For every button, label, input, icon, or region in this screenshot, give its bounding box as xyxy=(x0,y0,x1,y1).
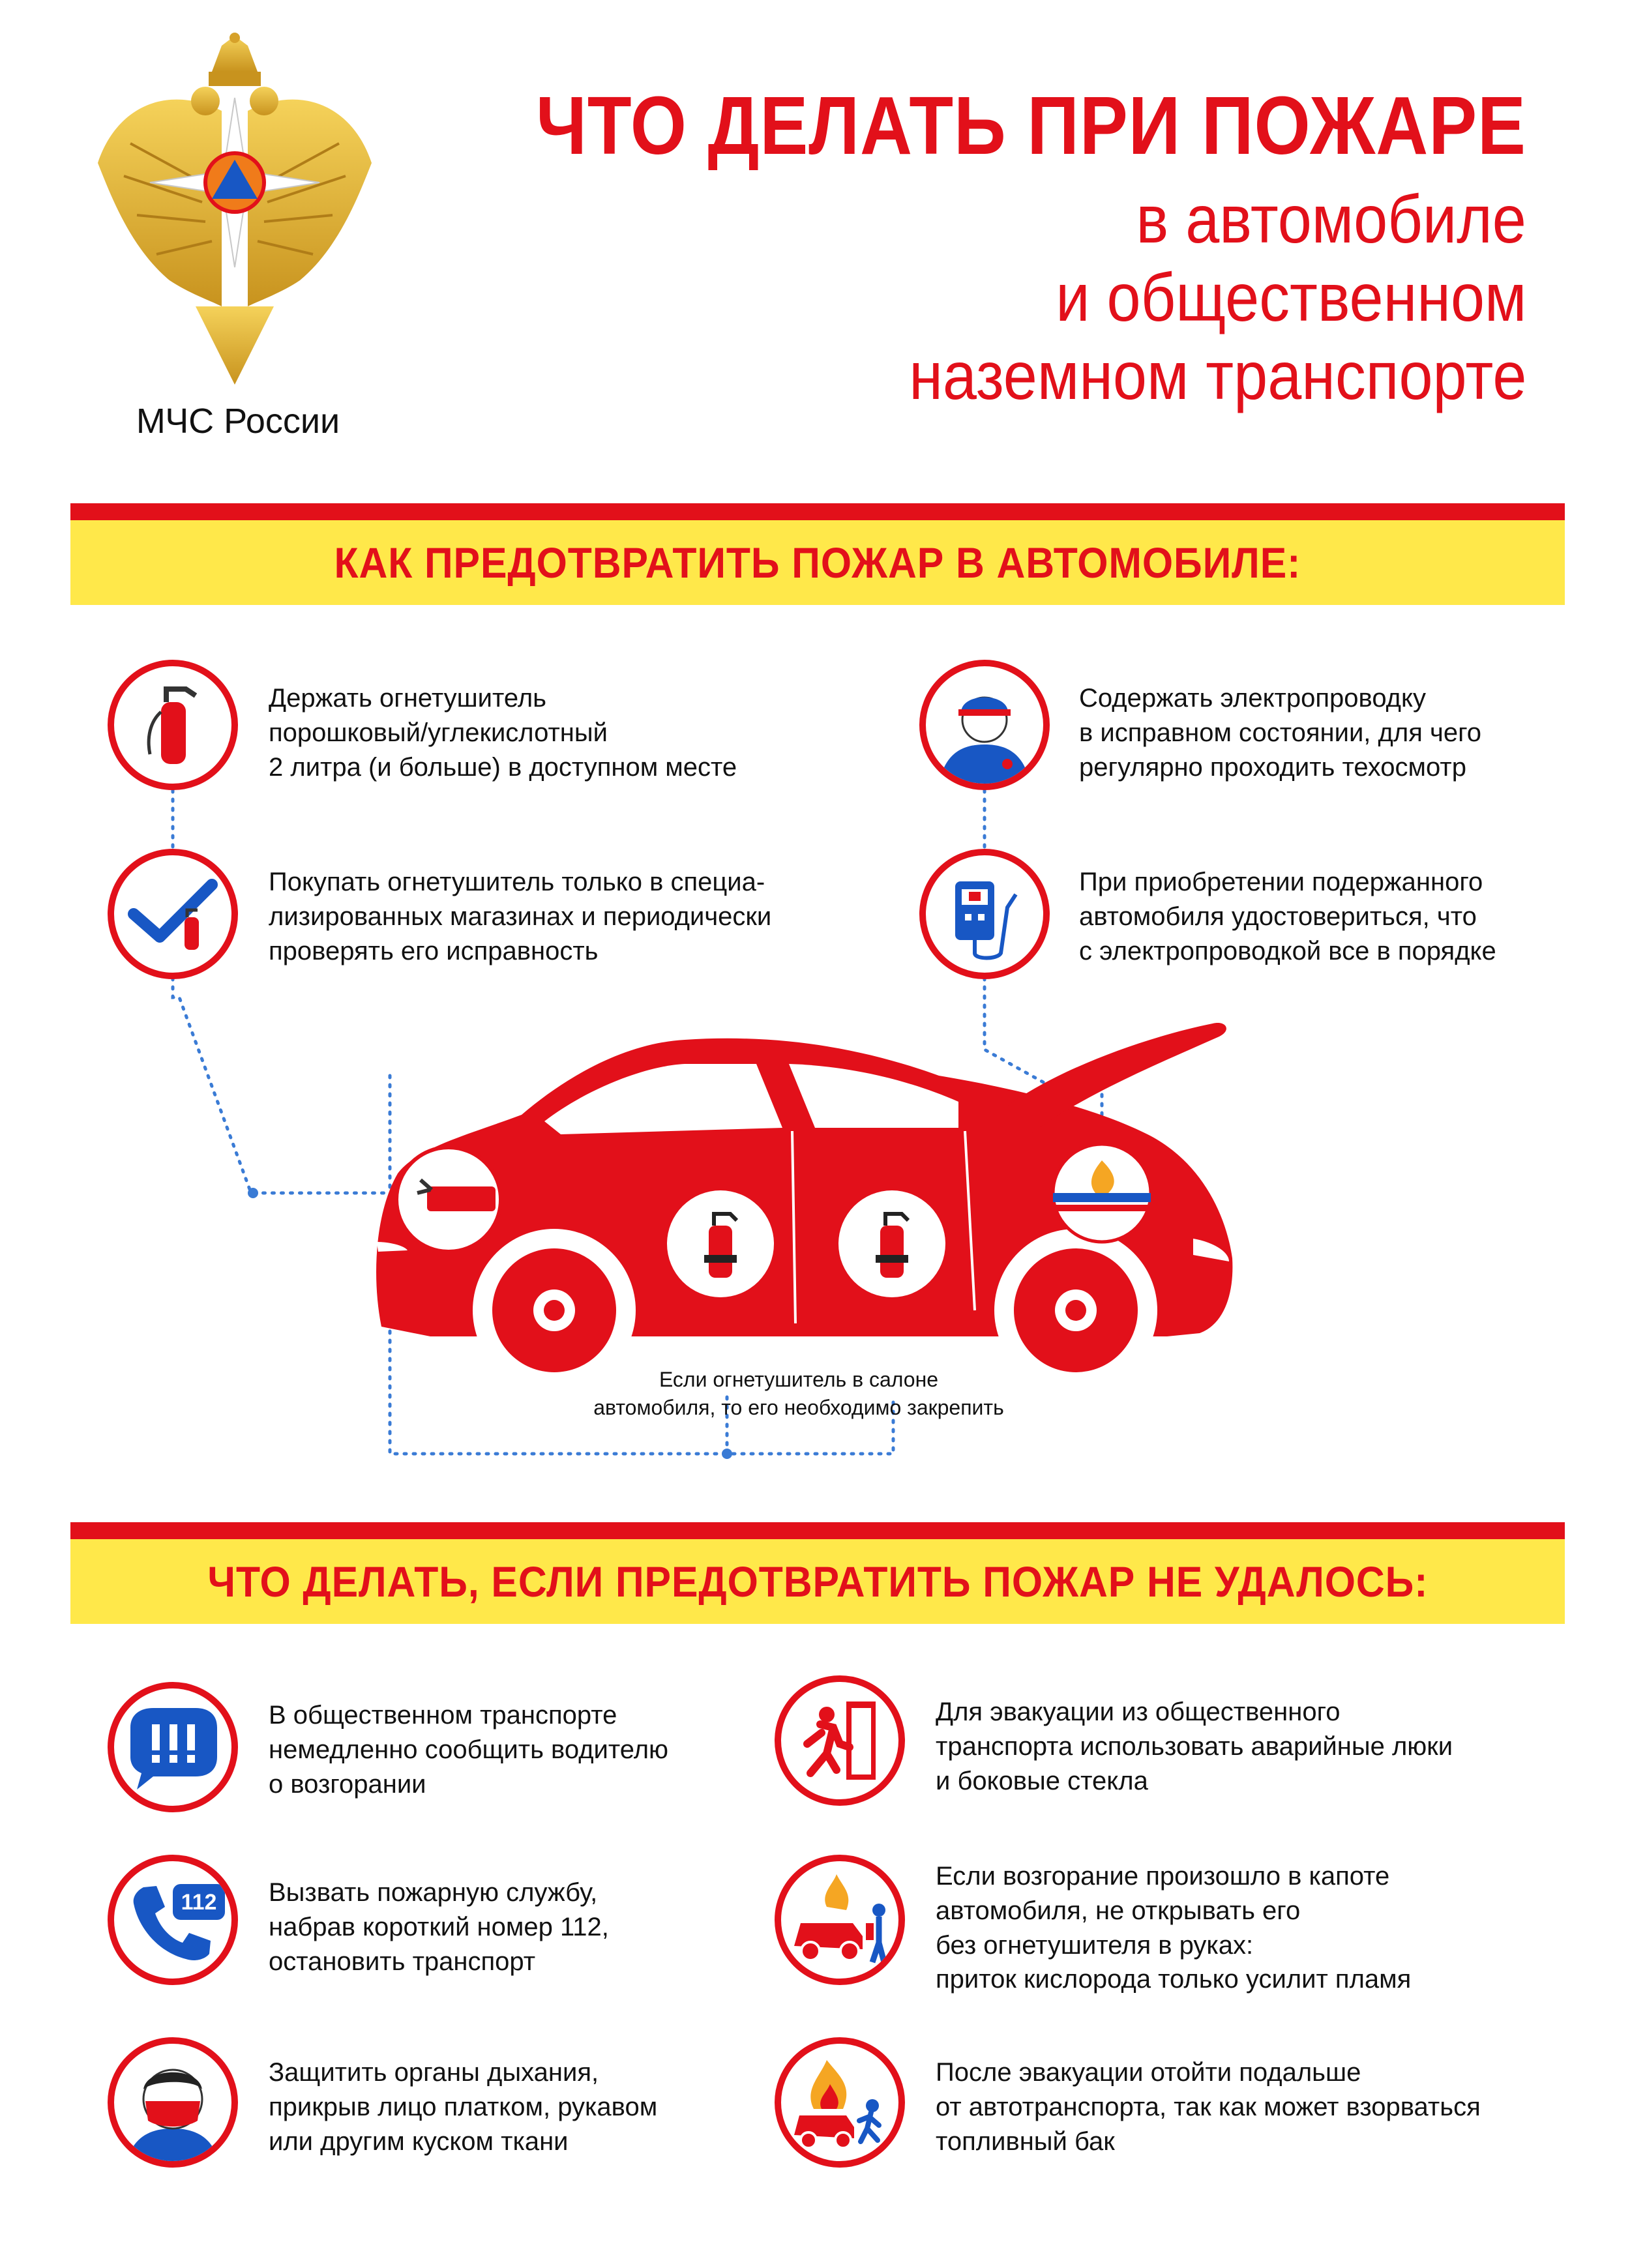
emblem-caption: МЧС России xyxy=(136,402,340,441)
burning-car-extinguisher-icon xyxy=(775,1855,905,1985)
response-banner xyxy=(70,1522,1565,1624)
phone-112-icon xyxy=(108,1855,238,1985)
fire-extinguisher-icon xyxy=(108,660,238,790)
checkmark-extinguisher-icon xyxy=(108,849,238,979)
face-mask-icon xyxy=(108,2037,238,2168)
car-illustration xyxy=(376,1023,1232,1392)
response-item-1-text: В общественном транспорте немедленно сообщить водителю о возгорании xyxy=(269,1701,669,1799)
page-subtitle-line-1: в автомобиле xyxy=(1136,182,1526,258)
prevention-item-4-text: При приобретении подержанного автомобиля удостовериться, что с электропроводкой все в порядке xyxy=(1079,868,1496,965)
prevention-banner xyxy=(70,503,1565,605)
response-item-2-text: Для эвакуации из общественного транспорта использовать аварийные люки и боковые стекла xyxy=(936,1698,1453,1795)
prevention-heading: КАК ПРЕДОТВРАТИТЬ ПОЖАР В АВТОМОБИЛЕ: xyxy=(334,538,1301,587)
diagnostic-tester-icon xyxy=(919,849,1050,979)
prevention-item-2-text: Содержать электропроводку в исправном состоянии, для чего регулярно проходить техосмотр xyxy=(1079,684,1482,782)
prevention-item-1-text: Держать огнетушитель порошковый/углекислотный 2 литра (и больше) в доступном месте xyxy=(269,684,737,782)
mechanic-icon xyxy=(919,660,1050,790)
mchs-emblem-icon xyxy=(91,33,378,398)
emergency-exit-icon xyxy=(775,1675,905,1806)
page-title: ЧТО ДЕЛАТЬ ПРИ ПОЖАРЕ xyxy=(536,80,1526,171)
response-item-4-text: Если возгорание произошло в капоте автомобиля, не открывать его без огнетушителя в руках: приток кислорода только усилит пламя xyxy=(936,1862,1412,1994)
response-item-6-text: После эвакуации отойти подальше от автотранспорта, так как может взорваться топливный бак xyxy=(936,2058,1481,2156)
prevention-item-3-text: Покупать огнетушитель только в специа- лизированных магазинах и периодически проверять его исправность xyxy=(269,868,772,965)
page-subtitle-line-3: наземном транспорте xyxy=(908,338,1526,414)
phone-112-badge: 112 xyxy=(181,1890,217,1915)
burning-car-person-icon xyxy=(775,2037,905,2168)
response-heading: ЧТО ДЕЛАТЬ, ЕСЛИ ПРЕДОТВРАТИТЬ ПОЖАР НЕ УДАЛОСЬ: xyxy=(207,1557,1428,1606)
speech-alert-icon xyxy=(108,1682,238,1812)
car-caption: Если огнетушитель в салоне автомобиля, то его необходимо закрепить xyxy=(593,1368,1004,1420)
page-subtitle-line-2: и общественном xyxy=(1055,260,1526,336)
response-item-3-text: Вызвать пожарную службу, набрав короткий номер 112, остановить транспорт xyxy=(269,1878,609,1976)
response-item-5-text: Защитить органы дыхания, прикрыв лицо платком, рукавом или другим куском ткани xyxy=(269,2058,658,2156)
